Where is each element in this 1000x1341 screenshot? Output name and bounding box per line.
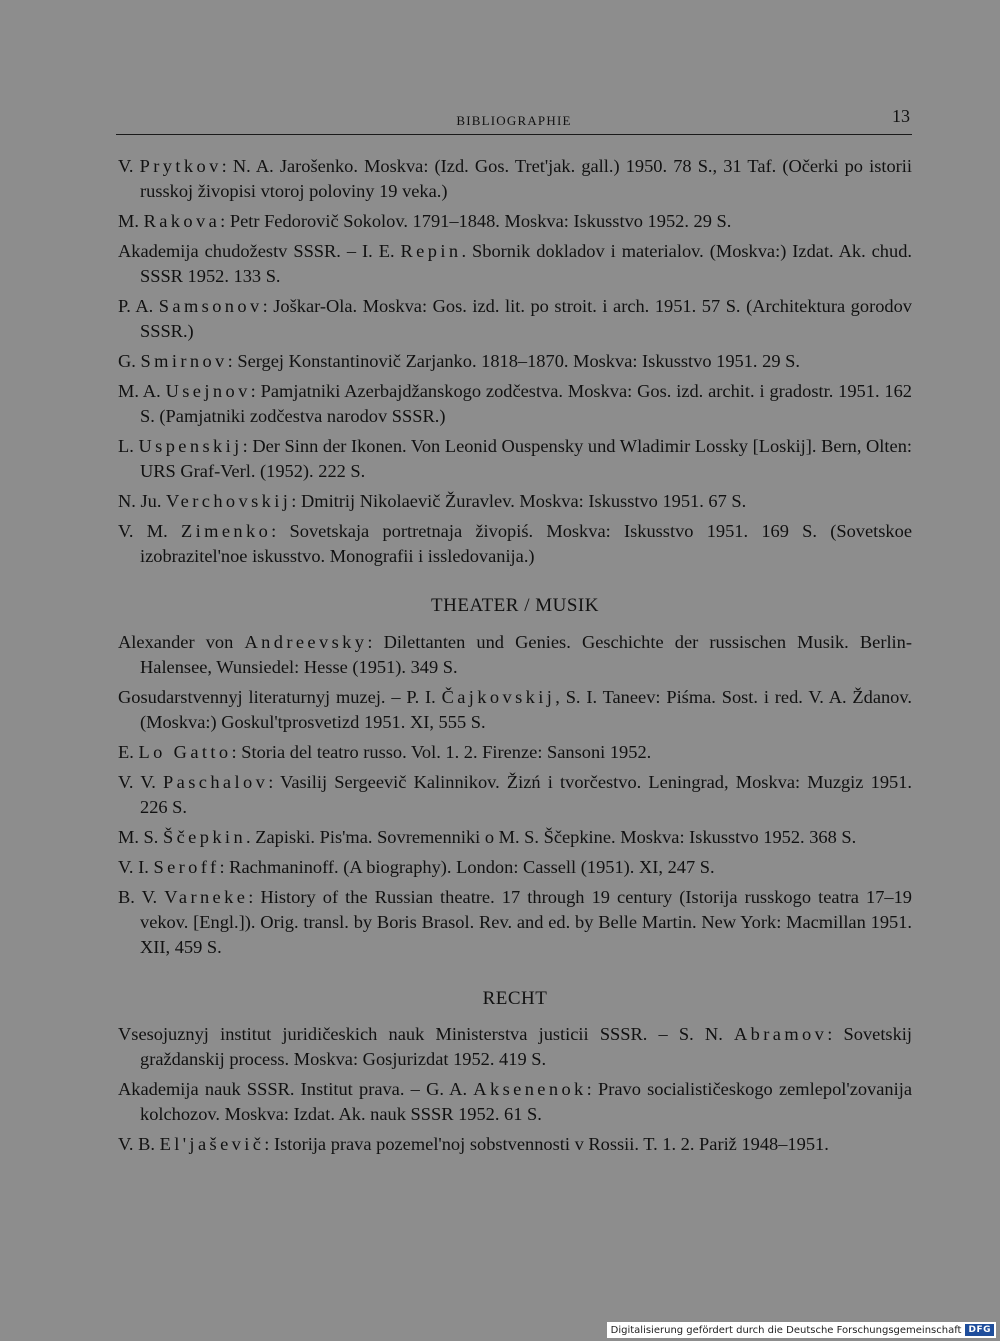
- entry-author: Repin: [400, 241, 462, 261]
- section-heading-theater-musik: THEATER / MUSIK: [431, 595, 599, 616]
- entry-prefix: E.: [118, 742, 139, 762]
- entry-prefix: P. A.: [118, 296, 159, 316]
- bibliography-entry: [118, 855, 912, 880]
- page-number: 13: [892, 106, 910, 126]
- entry-text: : Pamjatniki Azerbajdžanskogo zodčestva. Moskva: Gos. izd. archit. i gradostr. 1951. 162 S. (Pamjatniki zodčestva narodov SSSR.): [140, 381, 912, 426]
- entry-author: Usejnov: [165, 381, 251, 401]
- entry-prefix: V. I.: [118, 857, 154, 877]
- entry-prefix: V. B.: [118, 1134, 160, 1154]
- entry-text: . Sbornik dokladov i materialov. (Moskva:) Izdat. Ak. chud. SSSR 1952. 133 S.: [140, 241, 912, 286]
- entry-prefix: V. M.: [118, 521, 181, 541]
- bibliography-entry: [118, 519, 912, 569]
- section-heading-recht: RECHT: [482, 988, 548, 1009]
- entry-list-recht: [118, 1022, 912, 1157]
- entry-prefix: N. Ju.: [118, 491, 167, 511]
- entry-prefix: G.: [118, 351, 141, 371]
- entry-author: Prytkov: [139, 156, 222, 176]
- entry-author: Zimenko: [180, 521, 272, 541]
- running-title: BIBLIOGRAPHIE: [456, 113, 572, 128]
- entry-author: Čajkovskij: [441, 687, 556, 707]
- entry-text: . Zapiski. Pis'ma. Sovremenniki o M. S. Ščepkine. Moskva: Iskusstvo 1952. 368 S.: [246, 827, 857, 847]
- entry-text: : N. A. Jarošenko. Moskva: (Izd. Gos. Tret'jak. gall.) 1950. 78 S., 31 Taf. (Očerki po istorii russkoj živopisi vtoroj poloviny 19 veka.): [140, 156, 912, 201]
- entry-text: : Istorija prava pozemel'noj sobstvennosti v Rossii. T. 1. 2. Pariž 1948–1951.: [264, 1134, 829, 1154]
- entry-text: : Rachmaninoff. (A biography). London: Cassell (1951). XI, 247 S.: [219, 857, 715, 877]
- bibliography-entry: [118, 379, 912, 429]
- bibliography-entry: [118, 685, 912, 735]
- entry-text: , S. I. Taneev: Piśma. Sost. i red. V. A. Ždanov. (Moskva:) Goskul'tprosvetizd 1951. XI, 555 S.: [140, 687, 912, 732]
- bibliography-entry: [118, 1132, 912, 1157]
- bibliography-content: [118, 154, 912, 1162]
- bibliography-entry: [118, 349, 912, 374]
- entry-author: Andreevsky: [244, 632, 368, 652]
- bibliography-entry: [118, 209, 912, 234]
- entry-prefix: M. A.: [118, 381, 166, 401]
- entry-text: : Pravo socialističeskogo zemlepol'zovanija kolchozov. Moskva: Izdat. Ak. nauk SSSR 1952. 61 S.: [140, 1079, 912, 1124]
- bibliography-entry: [118, 489, 912, 514]
- entry-text: : Sovetskij graždanskij process. Moskva: Gosjurizdat 1952. 419 S.: [140, 1024, 912, 1069]
- bibliography-entry: [118, 740, 912, 765]
- running-head: [116, 108, 912, 135]
- bibliography-entry: [118, 1077, 912, 1127]
- entry-author: Ščepkin: [162, 827, 247, 847]
- entry-text: : Dilettanten und Genies. Geschichte der russischen Musik. Berlin-Halensee, Wunsiedel: Hesse (1951). 349 S.: [140, 632, 912, 677]
- entry-prefix: M. S.: [118, 827, 163, 847]
- bibliography-entry: [118, 1022, 912, 1072]
- bibliography-entry: [118, 825, 912, 850]
- entry-author: Lo Gatto: [138, 742, 232, 762]
- digitization-footer: [607, 1322, 996, 1338]
- bibliography-entry: [118, 770, 912, 820]
- bibliography-entry: [118, 885, 912, 960]
- entry-prefix: V.: [118, 156, 140, 176]
- entry-author: Seroff: [153, 857, 220, 877]
- bibliography-entry: [118, 154, 912, 204]
- dfg-logo: DFG: [965, 1324, 994, 1336]
- entry-text: : Storia del teatro russo. Vol. 1. 2. Firenze: Sansoni 1952.: [231, 742, 652, 762]
- entry-prefix: Akademija nauk SSSR. Institut prava. – G. A.: [118, 1079, 474, 1099]
- entry-text: : Petr Fedorovič Sokolov. 1791–1848. Moskva: Iskusstvo 1952. 29 S.: [220, 211, 732, 231]
- entry-prefix: Akademija chudožestv SSSR. – I. E.: [118, 241, 401, 261]
- bibliography-entry: [118, 630, 912, 680]
- entry-author: Abramov: [733, 1024, 828, 1044]
- entry-text: : Joškar-Ola. Moskva: Gos. izd. lit. po stroit. i arch. 1951. 57 S. (Architektura gorodov SSSR.): [140, 296, 912, 341]
- entry-author: Smirnov: [140, 351, 228, 371]
- entry-author: Samsonov: [158, 296, 263, 316]
- entry-list-art: [118, 154, 912, 569]
- bibliography-entry: [118, 239, 912, 289]
- entry-prefix: Alexander von: [118, 632, 245, 652]
- entry-list-theater: [118, 630, 912, 960]
- entry-author: Paschalov: [163, 772, 269, 792]
- entry-author: Aksenenok: [473, 1079, 587, 1099]
- entry-prefix: V. V.: [118, 772, 164, 792]
- entry-text: : Vasilij Sergeevič Kalinnikov. Žizń i tvorčestvo. Leningrad, Moskva: Muzgiz 1951. 226 S.: [140, 772, 912, 817]
- bibliography-entry: [118, 294, 912, 344]
- entry-prefix: M.: [118, 211, 144, 231]
- footer-text: Digitalisierung gefördert durch die Deutsche Forschungsgemeinschaft: [610, 1324, 962, 1336]
- entry-author: El'jaševič: [159, 1134, 265, 1154]
- entry-author: Verchovskij: [166, 491, 292, 511]
- entry-text: : History of the Russian theatre. 17 through 19 century (Istorija russkogo teatra 17–19 vekov. [Engl.]). Orig. transl. by Boris Brasol. Rev. and ed. by Belle Martin. New York: Macmillan 1951. XII, 459 S.: [140, 887, 913, 957]
- entry-prefix: Vsesojuznyj institut juridičeskich nauk Ministerstva justicii SSSR. – S. N.: [118, 1024, 734, 1044]
- entry-text: : Dmitrij Nikolaevič Žuravlev. Moskva: Iskusstvo 1951. 67 S.: [291, 491, 747, 511]
- entry-text: : Der Sinn der Ikonen. Von Leonid Ouspensky und Wladimir Lossky [Loskij]. Bern, Olten: URS Graf-Verl. (1952). 222 S.: [140, 436, 912, 481]
- entry-text: : Sergej Konstantinovič Zarjanko. 1818–1870. Moskva: Iskusstvo 1951. 29 S.: [227, 351, 800, 371]
- entry-author: Uspenskij: [138, 436, 243, 456]
- entry-prefix: B. V.: [118, 887, 165, 907]
- entry-author: Rakova: [143, 211, 221, 231]
- entry-prefix: L.: [118, 436, 139, 456]
- entry-prefix: Gosudarstvennyj literaturnyj muzej. – P. I.: [118, 687, 442, 707]
- entry-text: : Sovetskaja portretnaja živopiś. Moskva: Iskusstvo 1951. 169 S. (Sovetskoe izobrazitel'noe iskusstvo. Monografii i issledovanija.): [140, 521, 912, 566]
- bibliography-entry: [118, 434, 912, 484]
- entry-author: Varneke: [164, 887, 249, 907]
